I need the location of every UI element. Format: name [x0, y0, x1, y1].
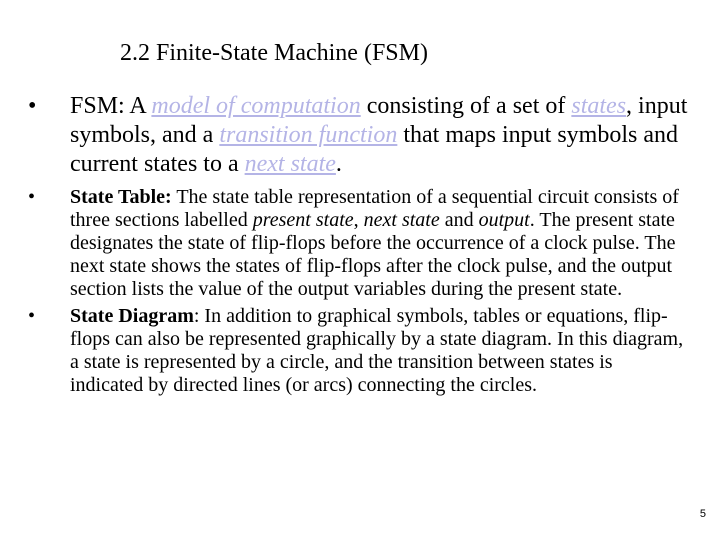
link-transition-function[interactable]: transition function — [219, 122, 398, 148]
state-table-em-output: output — [478, 209, 530, 231]
bullet-icon: • — [28, 186, 36, 208]
slide-title: 2.2 Finite-State Machine (FSM) — [120, 40, 428, 66]
state-table-text-1: The state table representation of a sequential circuit consists of three sections labelled — [70, 186, 679, 231]
bullet-list — [28, 92, 688, 397]
fsm-term: FSM — [70, 93, 119, 119]
page-number: 5 — [699, 508, 706, 520]
state-table-text-3: and — [439, 209, 479, 231]
state-table-em-next-state: next state — [363, 209, 440, 231]
bullet-icon: • — [28, 305, 36, 327]
state-diagram-term: State Diagram — [70, 305, 194, 327]
state-table-em-present-state: present state — [252, 209, 354, 231]
bullet-state-diagram — [28, 305, 688, 397]
fsm-text-1: : A — [118, 93, 152, 119]
state-table-text-4: . The present state designates the state of flip-flops before the occurrence of a clock pulse. The next state shows the states of flip-flops after the clock pulse, and the output section lists the value of the output variables during the present state. — [70, 209, 676, 300]
bullet-fsm — [28, 92, 688, 179]
fsm-text-2: consisting of a set of — [360, 93, 572, 119]
fsm-text-5: . — [335, 151, 342, 177]
link-next-state[interactable]: next state — [244, 151, 336, 177]
state-table-text-2: , — [353, 209, 364, 231]
link-model-of-computation[interactable]: model of computation — [151, 93, 361, 119]
state-diagram-text-1: : In addition to graphical symbols, tables or equations, flip-flops can also be represented graphically by a state diagram. In this diagram, a state is represented by a circle, and the transition between states is indicated by directed lines (or arcs) connecting the circles. — [70, 305, 684, 396]
fsm-text-3: , input symbols, and a — [70, 93, 688, 148]
link-states[interactable]: states — [571, 93, 627, 119]
state-table-term: State Table: — [70, 186, 172, 208]
bullet-state-table — [28, 186, 688, 301]
fsm-text-4: that maps input symbols and current states to a — [70, 122, 678, 177]
bullet-icon: • — [28, 93, 37, 119]
